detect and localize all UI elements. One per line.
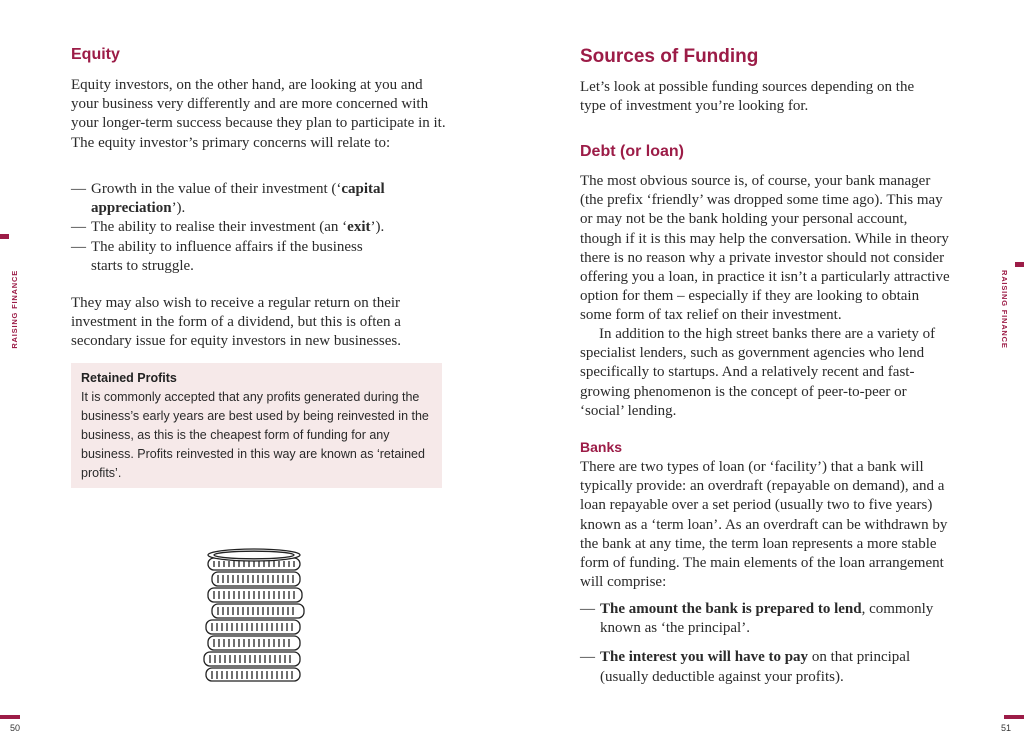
equity-concerns-list	[71, 180, 411, 276]
section-label: RAISING FINANCE	[1000, 270, 1009, 349]
footer-bar	[1004, 715, 1024, 719]
debt-para-2: In addition to the high street banks there are a variety of specialist lenders, such as government agencies who lend specifically to startups. And a relatively recent and fast-growing phenomenon is the concept of peer-to-peer or ‘social’ lending.	[580, 326, 936, 419]
list-item: — Growth in the value of their investment (‘capital appreciation’).	[71, 181, 385, 217]
coin	[208, 636, 300, 650]
retained-profits-callout	[71, 363, 442, 488]
side-tab-marker	[0, 234, 9, 239]
list-item: — The ability to influence affairs if the business starts to struggle.	[71, 238, 363, 274]
coin-stack-icon	[200, 544, 312, 690]
list-item: — The interest you will have to pay on that principal (usually deductible against your profits).	[580, 649, 911, 685]
side-tab-marker	[1015, 262, 1024, 267]
equity-intro: Equity investors, on the other hand, are looking at you and your business very differently and are more concerned with your longer-term success because they plan to participate in it. The equity investor’s primary concerns will relate to:	[71, 77, 446, 151]
coin	[204, 652, 300, 666]
page-number: 51	[1001, 723, 1012, 733]
coin	[208, 588, 302, 602]
coin	[206, 668, 300, 681]
banks-heading: Banks	[580, 439, 623, 455]
callout-title: Retained Profits	[81, 371, 177, 385]
footer-bar	[0, 715, 20, 719]
equity-closing: They may also wish to receive a regular return on their investment in the form of a dividend, but this is often a secondary issue for equity investors in new businesses.	[71, 295, 401, 350]
page-number: 50	[10, 723, 21, 733]
debt-heading: Debt (or loan)	[580, 143, 684, 160]
section-label: RAISING FINANCE	[10, 270, 19, 349]
coin	[212, 604, 304, 618]
right-page	[512, 0, 1024, 753]
banks-para: There are two types of loan (or ‘facility’) that a bank will typically provide: an overdraft (repayable on demand), and a loan repayable over a set period (usually two to five years) known as a ‘term loan’. As an overdraft can be withdrawn by the bank at any time, the term loan represents a more stable form of funding. The main elements of the loan arrangement will comprise:	[580, 459, 948, 591]
sources-heading: Sources of Funding	[580, 46, 759, 67]
callout-body: It is commonly accepted that any profits generated during the business’s early years are best used by being reinvested in the business, as this is the cheapest form of funding for any business. Profits reinvested in this way are known as ‘retained profits’.	[81, 390, 429, 480]
coin	[212, 572, 300, 586]
list-item: — The ability to realise their investment (an ‘exit’).	[71, 219, 385, 236]
coin	[206, 620, 300, 634]
loan-elements-list	[580, 600, 950, 687]
list-item: — The amount the bank is prepared to lend, commonly known as ‘the principal’.	[580, 601, 934, 637]
sources-intro: Let’s look at possible funding sources depending on the type of investment you’re looking for.	[580, 79, 915, 115]
debt-para-1: The most obvious source is, of course, your bank manager (the prefix ‘friendly’ was dropped some time ago). This may or may not be the bank holding your personal account, though if it is this may help the conversation. While in theory there is no reason why a private investor should not consider offering you a loan, in practice it isn’t a particularly attractive option for them – especially if they are looking to obtain some form of tax relief on their investment.	[580, 173, 950, 324]
equity-heading: Equity	[71, 46, 120, 63]
